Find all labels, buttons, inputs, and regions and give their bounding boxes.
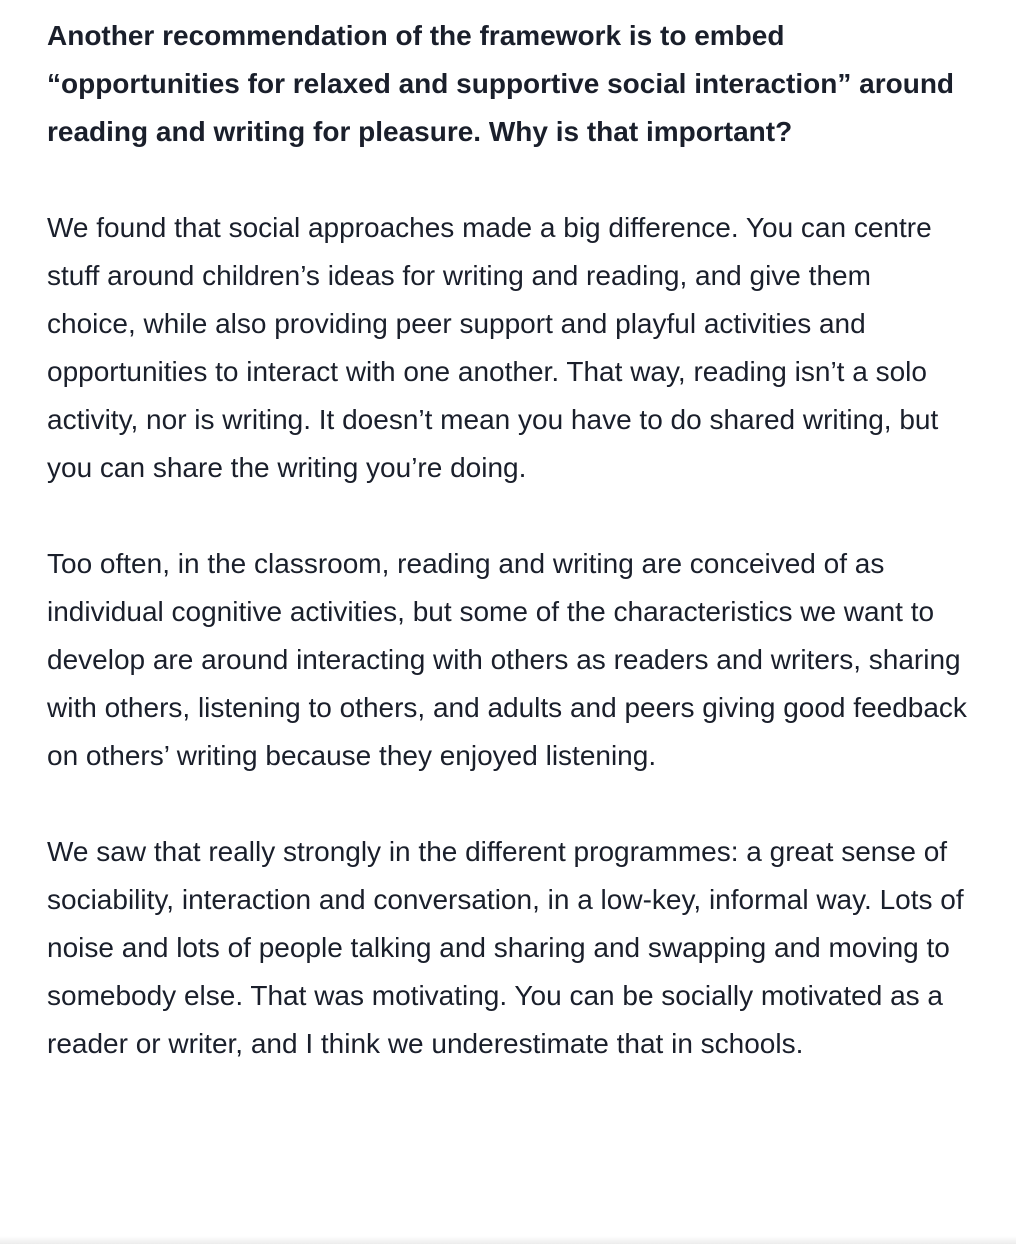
bottom-edge-shadow — [0, 1236, 1016, 1244]
answer-paragraph-1: We found that social approaches made a big difference. You can centre stuff around children’s ideas for writing and reading, and give them choice, while also providing peer support and playful activities and opportunities to interact with one another. That way, reading isn’t a solo activity, nor is writing. It doesn’t mean you have to do shared writing, but you can share the writing you’re doing. — [47, 212, 939, 483]
answer-paragraph-2: Too often, in the classroom, reading and writing are conceived of as individual cognitive activities, but some of the characteristics we want to develop are around interacting with others as readers and writers, sharing with others, listening to others, and adults and peers giving good feedback on others’ writing because they enjoyed listening. — [47, 548, 967, 771]
interview-question: Another recommendation of the framework is to embed “opportunities for relaxed and supportive social interaction” around reading and writing for pleasure. Why is that important? — [47, 20, 955, 147]
article-body — [47, 12, 967, 1068]
answer-paragraph-3: We saw that really strongly in the different programmes: a great sense of sociability, interaction and conversation, in a low-key, informal way. Lots of noise and lots of people talking and sharing and swapping and moving to somebody else. That was motivating. You can be socially motivated as a reader or writer, and I think we underestimate that in schools. — [47, 836, 964, 1059]
